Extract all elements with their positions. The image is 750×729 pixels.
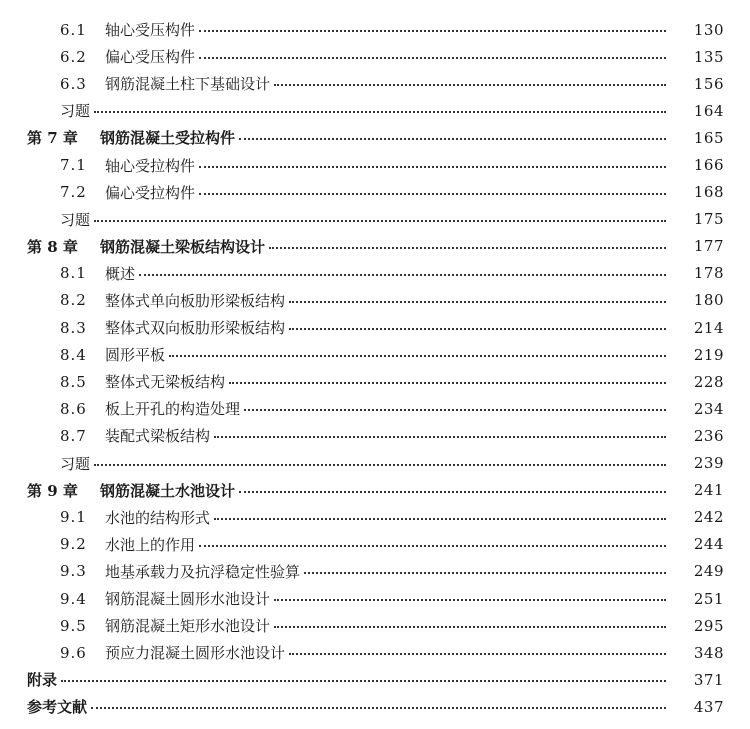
- dot-leader: [94, 96, 666, 113]
- page-number: 219: [693, 345, 724, 364]
- page-number: 348: [693, 643, 724, 662]
- entry-title: 整体式双向板肋形梁板结构: [105, 319, 286, 338]
- dot-leader: [229, 367, 666, 384]
- toc-chapter-7[interactable]: [0, 124, 750, 151]
- toc-entry-7-2[interactable]: [0, 179, 750, 206]
- entry-title: 圆形平板: [105, 346, 166, 365]
- chapter-title: 参考文献: [27, 698, 88, 717]
- entry-title: 习题: [60, 454, 91, 473]
- toc-appendix[interactable]: [0, 666, 750, 693]
- section-number: 9.4: [60, 589, 87, 608]
- entry-title: 偏心受拉构件: [105, 183, 196, 202]
- page-number: 239: [693, 454, 724, 473]
- page-number: 214: [693, 318, 724, 337]
- dot-leader: [274, 584, 666, 601]
- entry-title: 概述: [105, 264, 136, 283]
- dot-leader: [199, 15, 666, 32]
- toc-entry-9-6[interactable]: [0, 639, 750, 666]
- page-number: 251: [693, 589, 724, 608]
- chapter-number: 第 8 章: [27, 237, 78, 256]
- entry-title: 偏心受压构件: [105, 48, 196, 67]
- toc-entry-9-1[interactable]: [0, 504, 750, 531]
- toc-entry-9-4[interactable]: [0, 585, 750, 612]
- toc-entry-8-6[interactable]: [0, 395, 750, 422]
- dot-leader: [199, 151, 666, 168]
- toc-entry-exercises-7[interactable]: [0, 206, 750, 233]
- chapter-number: 第 7 章: [27, 129, 78, 148]
- toc-entry-8-4[interactable]: [0, 341, 750, 368]
- dot-leader: [214, 421, 666, 438]
- page-number: 156: [693, 74, 724, 93]
- toc-entry-9-5[interactable]: [0, 612, 750, 639]
- toc-entry-6-3[interactable]: [0, 70, 750, 97]
- dot-leader: [269, 232, 666, 249]
- dot-leader: [244, 394, 666, 411]
- dot-leader: [274, 611, 666, 628]
- page-number: 242: [693, 508, 724, 527]
- toc-entry-9-2[interactable]: [0, 531, 750, 558]
- section-number: 9.3: [60, 562, 87, 581]
- page-number: 371: [693, 670, 724, 689]
- entry-title: 地基承载力及抗浮稳定性验算: [105, 562, 301, 581]
- page-number: 180: [693, 291, 724, 310]
- section-number: 8.5: [60, 372, 87, 391]
- toc-entry-8-7[interactable]: [0, 422, 750, 449]
- chapter-title: 钢筋混凝土梁板结构设计: [100, 237, 266, 256]
- dot-leader: [199, 42, 666, 59]
- section-number: 8.6: [60, 399, 87, 418]
- toc-entry-9-3[interactable]: [0, 558, 750, 585]
- entry-title: 轴心受压构件: [105, 21, 196, 40]
- page-number: 135: [693, 47, 724, 66]
- page-number: 244: [693, 535, 724, 554]
- section-number: 6.3: [60, 74, 87, 93]
- section-number: 7.2: [60, 183, 87, 202]
- section-number: 9.6: [60, 643, 87, 662]
- page-number: 175: [693, 210, 724, 229]
- toc-entry-6-1[interactable]: [0, 16, 750, 43]
- dot-leader: [289, 638, 666, 655]
- page-number: 165: [693, 128, 724, 147]
- toc-references[interactable]: [0, 693, 750, 720]
- section-number: 9.1: [60, 508, 87, 527]
- dot-leader: [289, 286, 666, 303]
- section-number: 9.5: [60, 616, 87, 635]
- toc-entry-exercises-6[interactable]: [0, 97, 750, 124]
- page-number: 295: [693, 616, 724, 635]
- dot-leader: [239, 123, 666, 140]
- entry-title: 整体式单向板肋形梁板结构: [105, 291, 286, 310]
- page-number: 249: [693, 562, 724, 581]
- toc-entry-8-3[interactable]: [0, 314, 750, 341]
- entry-title: 钢筋混凝土圆形水池设计: [105, 590, 271, 609]
- chapter-title: 钢筋混凝土受拉构件: [100, 129, 236, 148]
- section-number: 6.1: [60, 20, 87, 39]
- entry-title: 水池上的作用: [105, 535, 196, 554]
- dot-leader: [214, 503, 666, 520]
- toc-entry-8-5[interactable]: [0, 368, 750, 395]
- page-number: 437: [693, 697, 724, 716]
- toc-entry-exercises-8[interactable]: [0, 450, 750, 477]
- entry-title: 装配式梁板结构: [105, 427, 211, 446]
- dot-leader: [274, 69, 666, 86]
- entry-title: 习题: [60, 102, 91, 121]
- entry-title: 轴心受拉构件: [105, 156, 196, 175]
- toc-entry-6-2[interactable]: [0, 43, 750, 70]
- page-number: 228: [693, 372, 724, 391]
- dot-leader: [169, 340, 666, 357]
- section-number: 8.2: [60, 291, 87, 310]
- page-number: 241: [693, 481, 724, 500]
- dot-leader: [304, 557, 666, 574]
- dot-leader: [94, 449, 666, 466]
- toc-entry-7-1[interactable]: [0, 151, 750, 178]
- section-number: 7.1: [60, 156, 87, 175]
- entry-title: 整体式无梁板结构: [105, 373, 226, 392]
- toc-chapter-8[interactable]: [0, 233, 750, 260]
- dot-leader: [94, 205, 666, 222]
- section-number: 9.2: [60, 535, 87, 554]
- dot-leader: [199, 530, 666, 547]
- chapter-title: 附录: [27, 671, 58, 690]
- entry-title: 钢筋混凝土柱下基础设计: [105, 75, 271, 94]
- dot-leader: [199, 178, 666, 195]
- entry-title: 板上开孔的构造处理: [105, 400, 241, 419]
- chapter-number: 第 9 章: [27, 481, 78, 500]
- dot-leader: [139, 259, 666, 276]
- dot-leader: [61, 665, 666, 682]
- entry-title: 习题: [60, 210, 91, 229]
- page-number: 178: [693, 264, 724, 283]
- page-number: 166: [693, 156, 724, 175]
- toc-chapter-9[interactable]: [0, 477, 750, 504]
- dot-leader: [239, 476, 666, 493]
- page-number: 177: [693, 237, 724, 256]
- page-number: 234: [693, 399, 724, 418]
- dot-leader: [289, 313, 666, 330]
- section-number: 8.4: [60, 345, 87, 364]
- section-number: 8.3: [60, 318, 87, 337]
- toc-entry-8-2[interactable]: [0, 287, 750, 314]
- section-number: 6.2: [60, 47, 87, 66]
- entry-title: 钢筋混凝土矩形水池设计: [105, 617, 271, 636]
- entry-title: 水池的结构形式: [105, 508, 211, 527]
- page-number: 164: [693, 101, 724, 120]
- page-number: 236: [693, 426, 724, 445]
- section-number: 8.7: [60, 426, 87, 445]
- toc-entry-8-1[interactable]: [0, 260, 750, 287]
- dot-leader: [91, 692, 666, 709]
- table-of-contents: [0, 16, 750, 720]
- chapter-title: 钢筋混凝土水池设计: [100, 481, 236, 500]
- page-number: 130: [693, 20, 724, 39]
- section-number: 8.1: [60, 264, 87, 283]
- page-number: 168: [693, 183, 724, 202]
- entry-title: 预应力混凝土圆形水池设计: [105, 644, 286, 663]
